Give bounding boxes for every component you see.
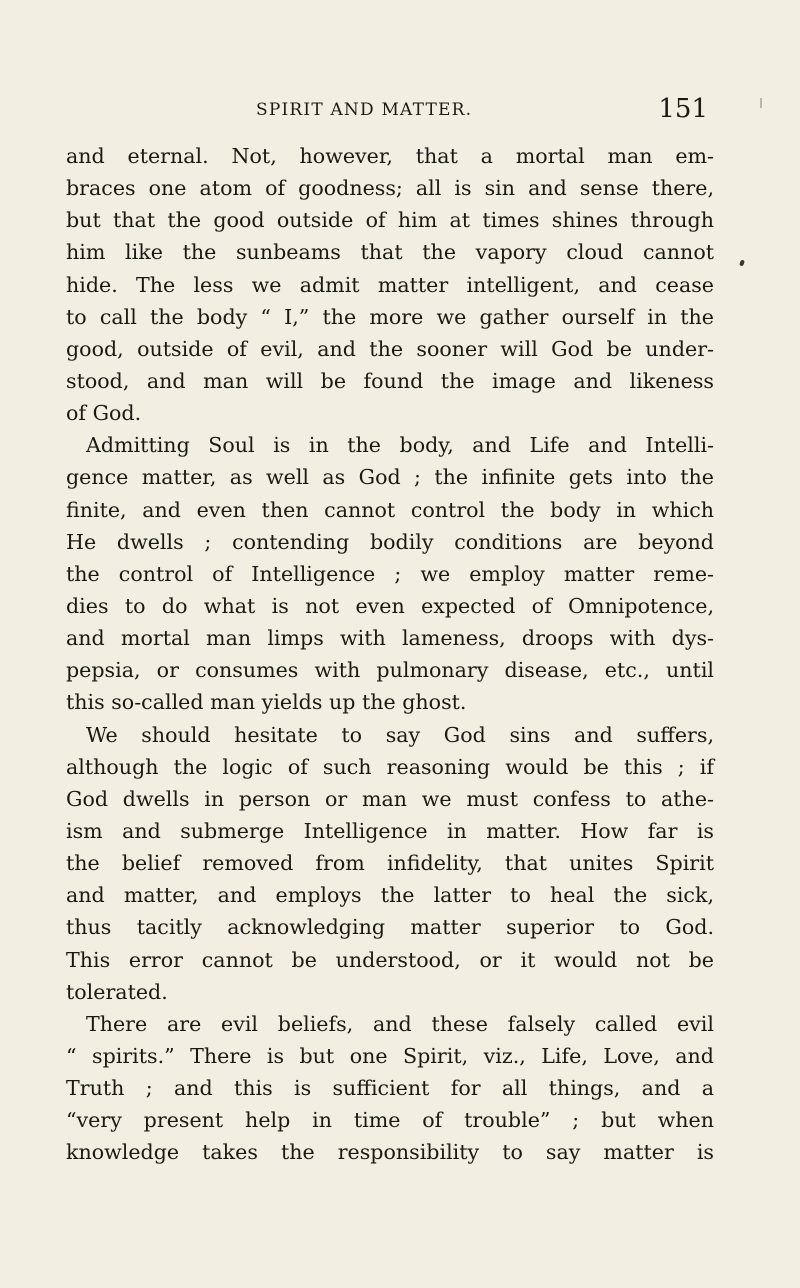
- body-text: [66, 140, 714, 1169]
- text-line: stood, and man will be found the image and likeness: [66, 368, 714, 393]
- text-line: knowledge takes the responsibility to say matter is: [66, 1140, 714, 1165]
- text-line: thus tacitly acknowledging matter superior to God.: [66, 915, 714, 940]
- paper-speck: [760, 98, 762, 108]
- text-line: good, outside of evil, and the sooner will God be under-: [66, 336, 714, 361]
- text-line: the control of Intelligence ; we employ matter reme-: [66, 561, 714, 586]
- text-line: ism and submerge Intelligence in matter. How far is: [66, 818, 714, 843]
- text-line: and mortal man limps with lameness, droops with dys-: [66, 626, 714, 651]
- text-line: the belief removed from infidelity, that unites Spirit: [66, 851, 714, 876]
- text-line: of God.: [66, 401, 142, 426]
- text-line: dies to do what is not even expected of Omnipotence,: [66, 593, 714, 618]
- text-line: although the logic of such reasoning would be this ; if: [66, 754, 714, 779]
- paragraph-start: Admitting Soul is in the body, and Life and Intelli-: [86, 433, 714, 458]
- text-line: braces one atom of goodness; all is sin and sense there,: [66, 176, 714, 201]
- paragraph-start: There are evil beliefs, and these falsely called evil: [86, 1011, 714, 1036]
- text-line: and eternal. Not, however, that a mortal man em-: [66, 144, 714, 168]
- text-line: to call the body “ I,” the more we gather ourself in the: [66, 304, 714, 329]
- text-line: This error cannot be understood, or it would not be: [66, 947, 714, 972]
- text-line: him like the sunbeams that the vapory cloud cannot: [66, 240, 714, 265]
- text-line: gence matter, as well as God ; the infinite gets into the: [66, 465, 714, 490]
- text-line: finite, and even then cannot control the body in which: [66, 497, 714, 522]
- text-line: hide. The less we admit matter intelligent, and cease: [66, 272, 714, 297]
- text-line: “very present help in time of trouble” ; but when: [66, 1108, 714, 1133]
- text-line: but that the good outside of him at times shines through: [66, 208, 714, 233]
- text-line: God dwells in person or man we must confess to athe-: [66, 786, 714, 811]
- text-line: and matter, and employs the latter to heal the sick,: [66, 883, 714, 908]
- text-line: this so-called man yields up the ghost.: [66, 690, 467, 715]
- text-line: Truth ; and this is sufficient for all things, and a: [66, 1076, 714, 1101]
- text-line: tolerated.: [66, 979, 168, 1004]
- page-header: [68, 96, 708, 130]
- page-number: 151: [658, 94, 708, 124]
- text-line: He dwells ; contending bodily conditions are beyond: [66, 529, 714, 554]
- running-head: SPIRIT AND MATTER.: [256, 100, 473, 120]
- text-line: pepsia, or consumes with pulmonary disease, etc., until: [66, 658, 714, 683]
- paragraph-start: We should hesitate to say God sins and suffers,: [86, 722, 714, 747]
- text-line: “ spirits.” There is but one Spirit, viz., Life, Love, and: [66, 1043, 714, 1068]
- margin-mark: [739, 259, 745, 266]
